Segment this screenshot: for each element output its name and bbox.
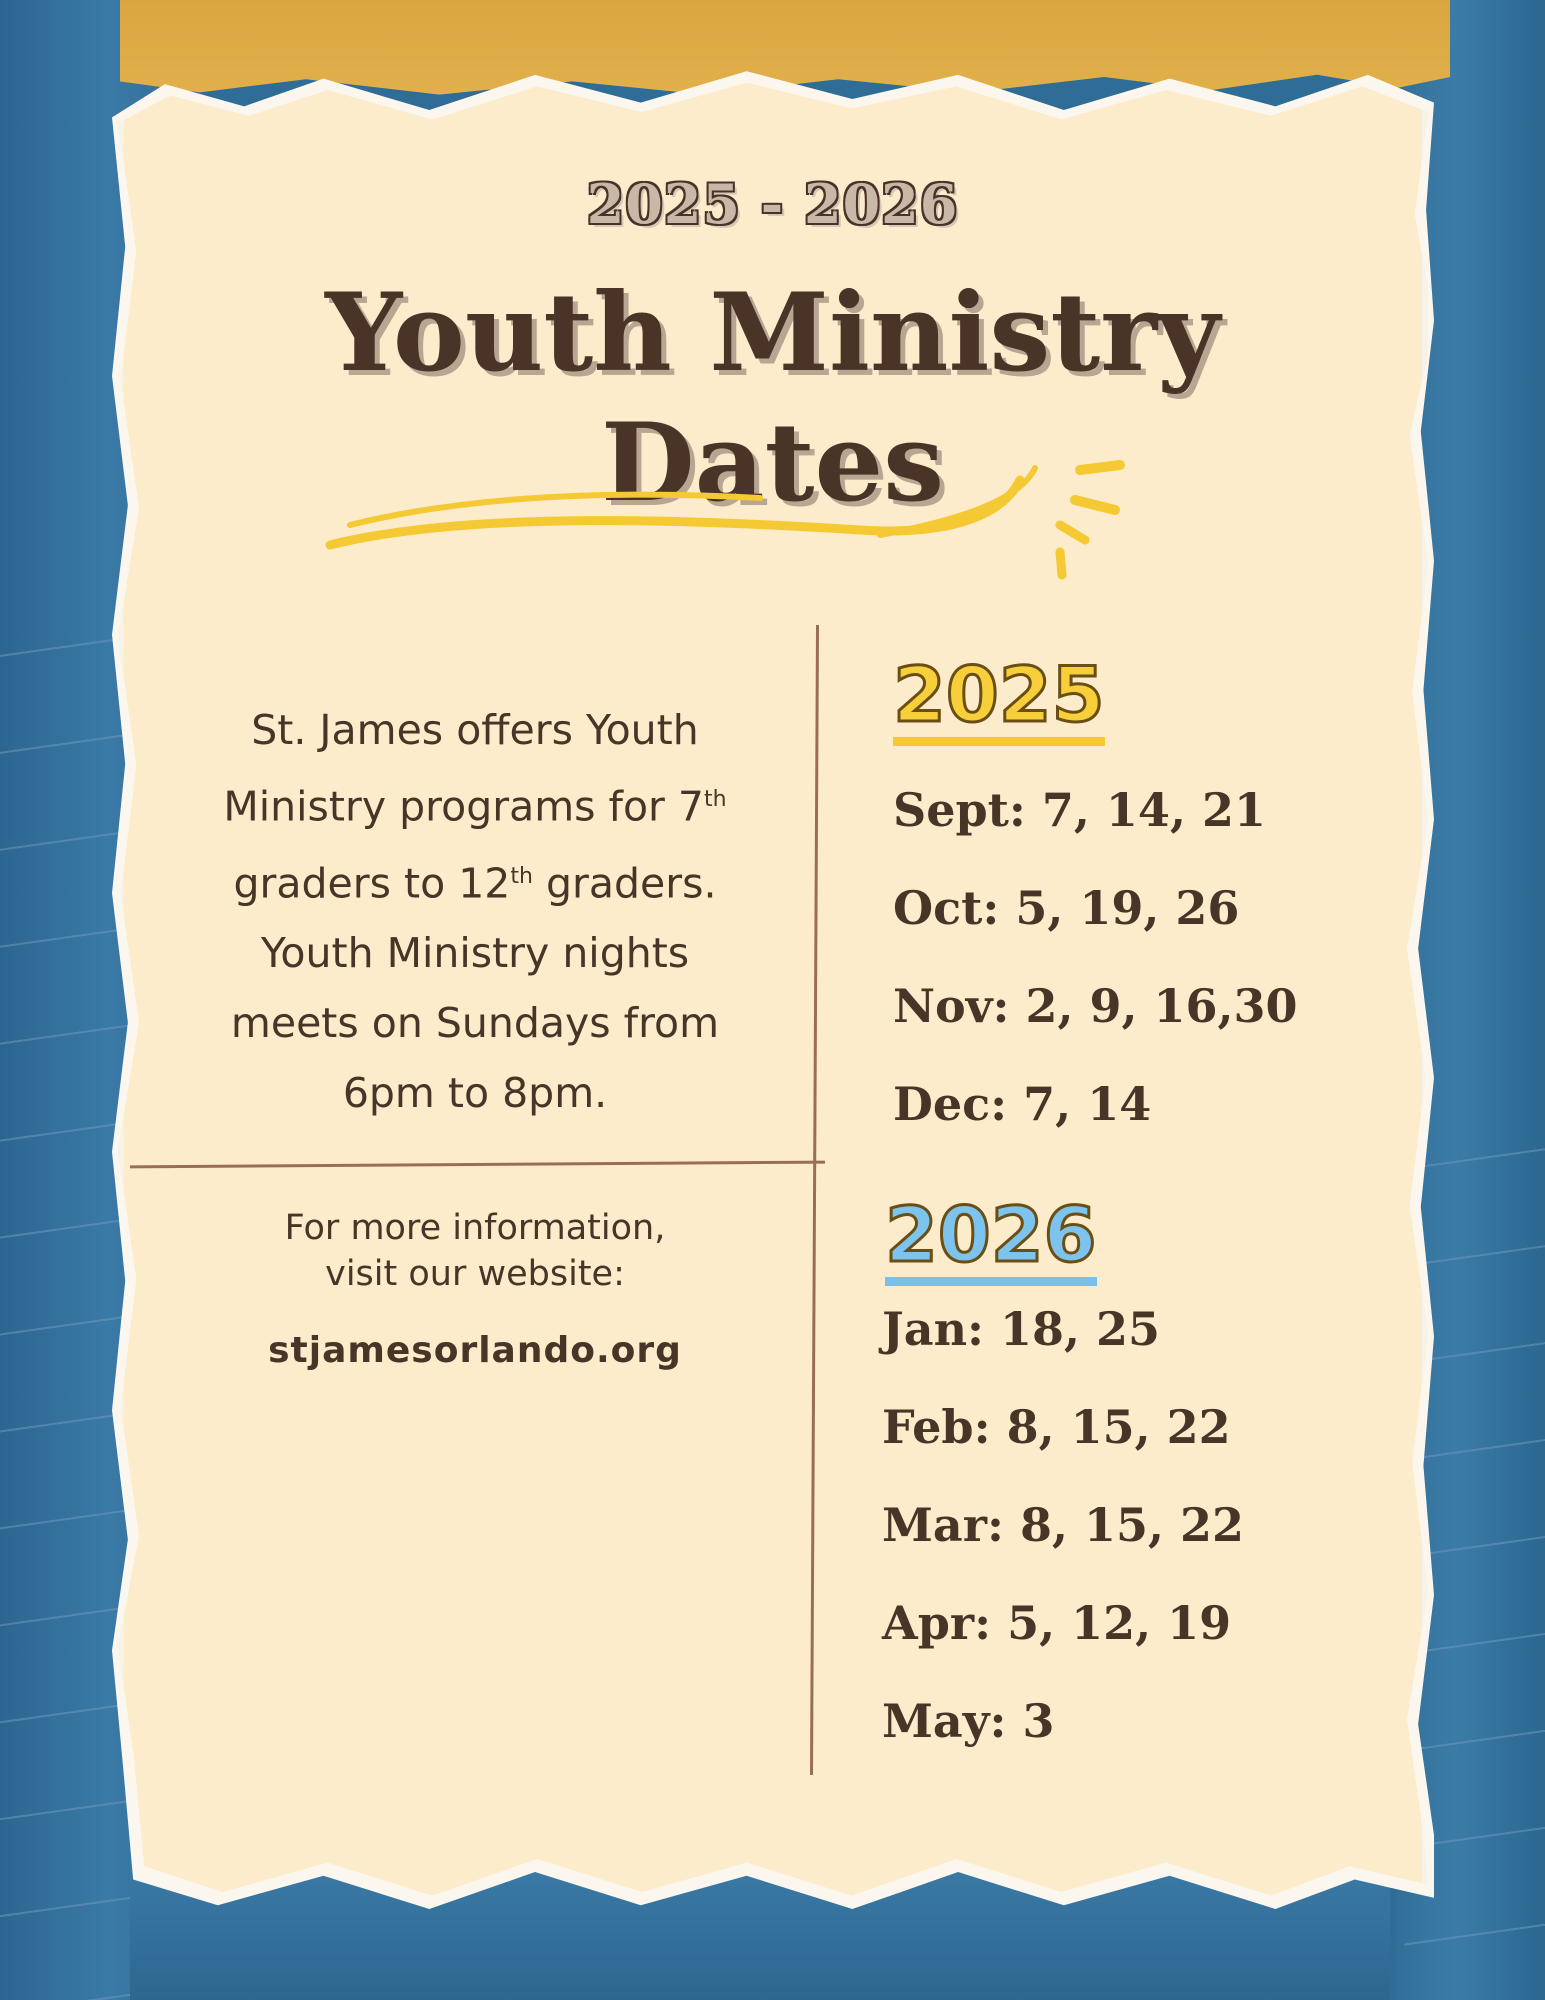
info-line: visit our website: bbox=[325, 1254, 625, 1294]
intro-line-text: Ministry programs for 7 bbox=[223, 782, 705, 831]
title-line-2: Dates bbox=[600, 400, 945, 526]
intro-line: 6pm to 8pm. bbox=[342, 1069, 608, 1118]
years-range: 2025 - 2026 bbox=[586, 172, 959, 236]
date-line-sept: Sept: 7, 14, 21 bbox=[893, 783, 1266, 837]
date-line-may: May: 3 bbox=[882, 1694, 1055, 1748]
website-link[interactable]: stjamesorlando.org bbox=[268, 1330, 682, 1371]
year-heading-2025: 2025 bbox=[893, 655, 1105, 746]
date-line-apr: Apr: 5, 12, 19 bbox=[882, 1596, 1232, 1650]
intro-line bbox=[170, 765, 780, 842]
date-line-dec: Dec: 7, 14 bbox=[893, 1077, 1152, 1131]
superscript: th bbox=[704, 787, 727, 812]
intro-line: St. James offers Youth bbox=[251, 706, 699, 754]
swoosh-underline-icon bbox=[320, 440, 1140, 590]
intro-text bbox=[170, 695, 780, 1128]
superscript: th bbox=[510, 863, 533, 889]
title-line-1: Youth Ministry bbox=[325, 270, 1220, 396]
intro-line: Youth Ministry nights bbox=[260, 929, 690, 978]
date-line-nov: Nov: 2, 9, 16,30 bbox=[893, 979, 1298, 1033]
date-line-mar: Mar: 8, 15, 22 bbox=[882, 1498, 1245, 1552]
date-line-jan: Jan: 18, 25 bbox=[882, 1302, 1161, 1356]
intro-line-text: graders to 12 bbox=[233, 859, 511, 908]
year-heading-2026: 2026 bbox=[885, 1195, 1097, 1286]
date-line-feb: Feb: 8, 15, 22 bbox=[882, 1400, 1231, 1454]
info-text bbox=[170, 1205, 780, 1297]
intro-line: meets on Sundays from bbox=[230, 999, 720, 1048]
info-line: For more information, bbox=[284, 1208, 666, 1248]
intro-line bbox=[170, 842, 780, 919]
date-line-oct: Oct: 5, 19, 26 bbox=[893, 881, 1240, 935]
intro-line-text: graders. bbox=[532, 859, 717, 908]
